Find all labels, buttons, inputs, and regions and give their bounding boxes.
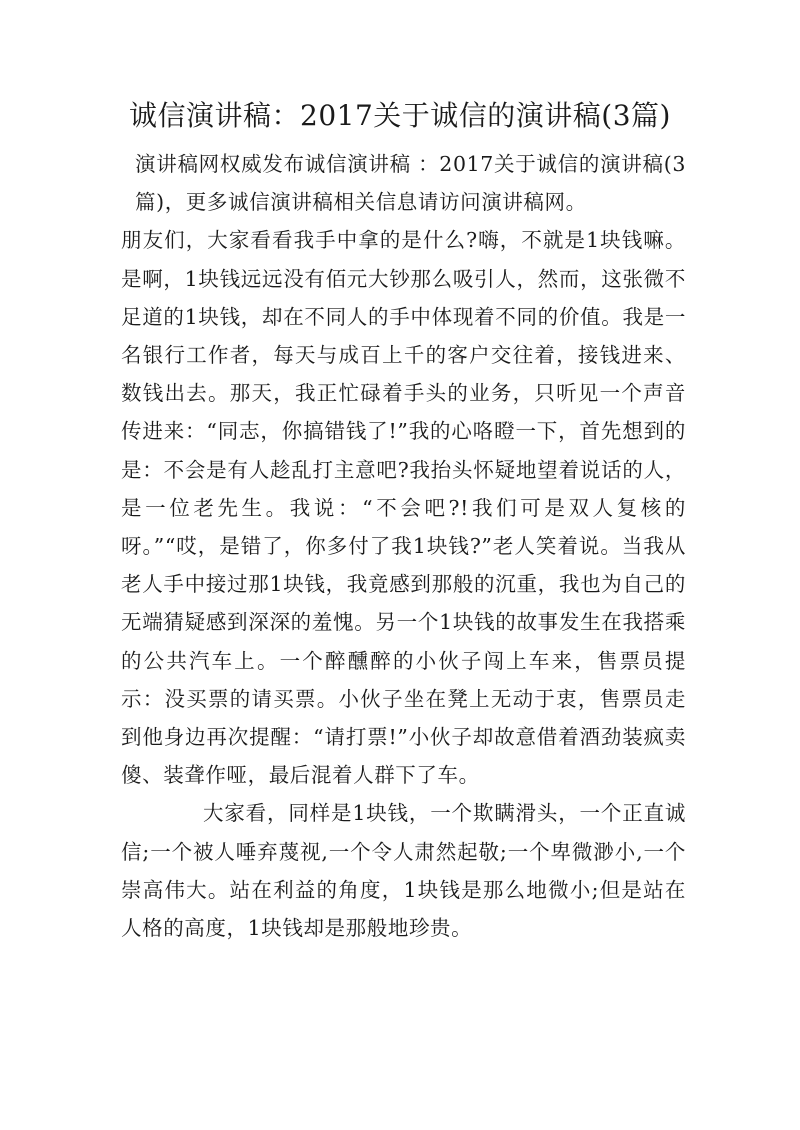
- conclusion-paragraph: 大家看，同样是1块钱，一个欺瞒滑头，一个正直诚信;一个被人唾弃蔑视,一个令人肃然起敬;一个卑微渺小,一个崇高伟大。站在利益的角度，1块钱是那么地微小;但是站在人格的高度，1块钱却是那般地珍贵。: [121, 801, 686, 941]
- story-paragraph: 朋友们，大家看看我手中拿的是什么?嗨，不就是1块钱嘛。是啊，1块钱远远没有佰元大钞那么吸引人，然而，这张微不足道的1块钱，却在不同人的手中体现着不同的价值。我是一名银行工作者，每天与成百上千的客户交往着，接钱进来、数钱出去。那天，我正忙碌着手头的业务，只听见一个声音传进来：“同志，你搞错钱了!”我的心咯瞪一下，首先想到的是：不会是有人趁乱打主意吧?我抬头怀疑地望着说话的人，是一位老先生。我说：“不会吧?!我们可是双人复核的呀。”“哎，是错了，你多付了我1块钱?”老人笑着说。当我从老人手中接过那1块钱，我竟感到那般的沉重，我也为自己的无端猜疑感到深深的羞愧。另一个1块钱的故事发生在我搭乘的公共汽车上。一个醉醺醉的小伙子闯上车来，售票员提示：没买票的请买票。小伙子坐在凳上无动于衷，售票员走到他身边再次提醒：“请打票!”小伙子却故意借着酒劲装疯卖傻、装聋作哑，最后混着人群下了车。: [121, 228, 686, 788]
- intro-paragraph: 演讲稿网权威发布诚信演讲稿 ：2017关于诚信的演讲稿(3篇)，更多诚信演讲稿相关信息请访问演讲稿网。: [135, 152, 686, 215]
- document-title: 诚信演讲稿：2017关于诚信的演讲稿(3篇): [129, 99, 671, 132]
- document-body: [121, 145, 686, 947]
